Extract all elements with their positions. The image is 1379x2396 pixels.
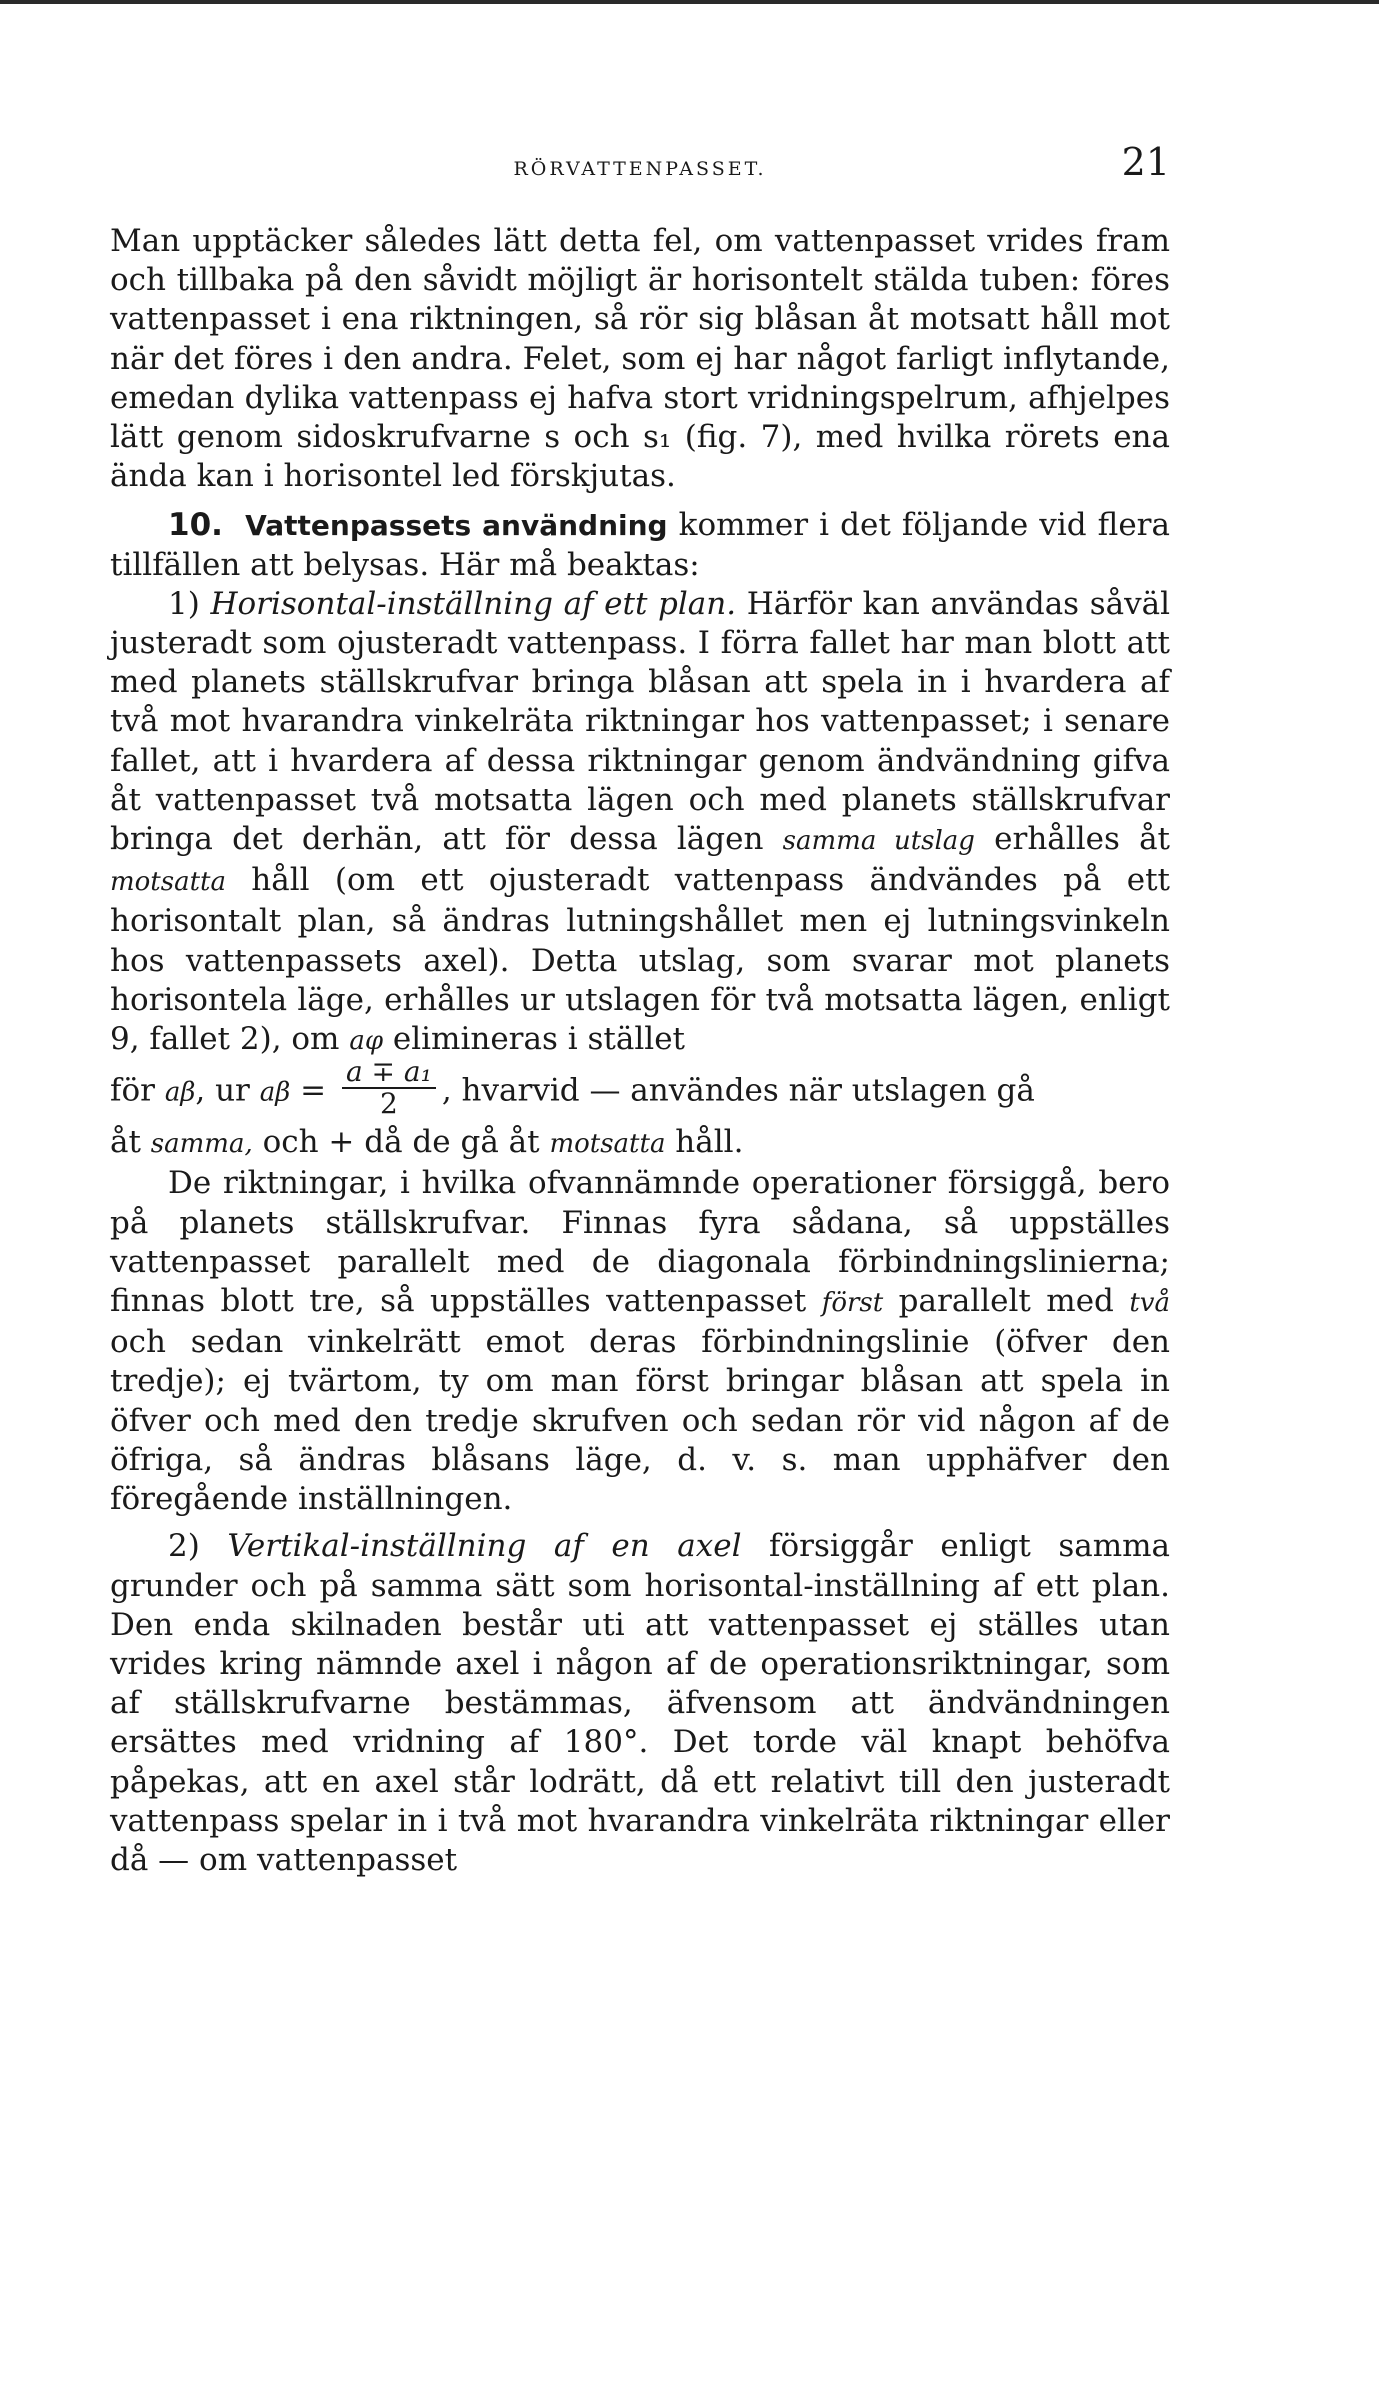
page-number: 21 bbox=[1121, 140, 1170, 184]
formula-cont-text-c: håll. bbox=[665, 1124, 744, 1161]
running-title: RÖRVATTENPASSET. bbox=[513, 158, 767, 180]
section-10-paragraph bbox=[110, 506, 1170, 584]
paragraph-directions bbox=[110, 1164, 1170, 1519]
formula-cont-emphasis-same: samma, bbox=[150, 1129, 253, 1160]
formula-line bbox=[110, 1055, 1170, 1123]
formula-continuation bbox=[110, 1123, 1170, 1164]
formula-mid: , ur bbox=[195, 1072, 260, 1109]
formula-cont-emphasis-opposite: motsatta bbox=[549, 1129, 666, 1160]
formula-fraction bbox=[342, 1057, 436, 1119]
item-1-text-d: elimineras i stället bbox=[383, 1021, 685, 1058]
item-1-text-b: erhålles åt bbox=[974, 821, 1171, 858]
top-border-rule bbox=[0, 0, 1379, 4]
paragraph-directions-emphasis-first: först bbox=[821, 1288, 884, 1319]
formula-cont-text-b: och + då de gå åt bbox=[252, 1124, 550, 1161]
section-title: Vattenpassets användning bbox=[245, 509, 668, 543]
item-1-variable: aφ bbox=[349, 1026, 384, 1057]
paragraph-directions-text-a: De riktningar, i hvilka ofvannämnde operationer försiggå, bero på planets ställskrufvar. Finnas fyra sådana, så uppställes vattenpasset parallelt med de diagonala förbindningslinierna; finnas blott tre, så uppställes vattenpasset bbox=[110, 1165, 1170, 1320]
paragraph-directions-emphasis-two: två bbox=[1129, 1288, 1170, 1319]
paragraph-intro bbox=[110, 222, 1170, 496]
formula-var-2: aβ bbox=[259, 1077, 291, 1108]
section-10-text: kommer i det följande vid flera tillfällen att belysas. Här må beaktas: bbox=[110, 507, 1170, 583]
item-1-paragraph bbox=[110, 585, 1170, 1061]
item-2-text: försiggår enligt samma grunder och på samma sätt som horisontal-inställning af ett plan. Den enda skilnaden består uti att vattenpasset ej ställes utan vrides kring nämnde axel i någon af de operationsriktningar, som af ställskrufvarne bestämmas, äfvensom att ändvändningen ersättes med vridning af 180°. Det torde väl knapt behöfva påpekas, att en axel står lodrätt, då ett relativt till den justeradt vattenpass spelar in i två mot hvarandra vinkelräta riktningar eller då — om vattenpasset bbox=[110, 1528, 1171, 1878]
item-1-emphasis-same: samma utslag bbox=[782, 826, 975, 857]
fraction-numerator: a ∓ a₁ bbox=[342, 1057, 436, 1089]
item-2-title: Vertikal-inställning af en axel bbox=[227, 1528, 742, 1565]
book-page bbox=[110, 140, 1170, 1880]
item-1-title: Horisontal-inställning af ett plan. bbox=[210, 585, 737, 622]
formula-cont-text-a: åt bbox=[110, 1124, 151, 1161]
formula-var-1: aβ bbox=[164, 1077, 196, 1108]
body-text bbox=[110, 222, 1170, 1880]
item-2-paragraph bbox=[110, 1527, 1170, 1880]
paragraph-directions-text-b: parallelt med bbox=[883, 1283, 1130, 1320]
formula-equals: = bbox=[290, 1072, 336, 1109]
item-1-text-a: Härför kan användas såväl justeradt som ojusteradt vattenpass. I förra fallet har man blott att med planets ställskrufvar bringa blåsan att spela in i hvardera af två mot hvarandra vinkelräta riktningar hos vattenpasset; i senare fallet, att i hvardera af dessa riktningar genom ändvändning gifva åt vattenpasset två motsatta lägen och med planets ställskrufvar bringa det derhän, att för dessa lägen bbox=[110, 585, 1170, 858]
formula-prefix: för bbox=[110, 1072, 165, 1109]
section-number: 10. bbox=[168, 507, 223, 544]
item-1-number: 1) bbox=[168, 585, 211, 622]
fraction-denominator: 2 bbox=[379, 1087, 398, 1121]
running-head bbox=[110, 140, 1170, 200]
item-1-text-c: håll (om ett ojusteradt vattenpass ändvändes på ett horisontalt plan, så ändras lutningshållet men ej lutningsvinkeln hos vattenpassets axel). Detta utslag, som svarar mot planets horisontela läge, erhålles ur utslagen för två motsatta lägen, enligt 9, fallet 2), om bbox=[110, 862, 1170, 1058]
paragraph-directions-text-c: och sedan vinkelrätt emot deras förbindningslinie (öfver den tredje); ej tvärtom, ty om man först bringar blåsan att spela in öfver och med den tredje skrufven och sedan rör vid någon af de öfriga, så ändras blåsans läge, d. v. s. man upphäfver den föregående inställningen. bbox=[110, 1324, 1170, 1518]
item-1-emphasis-opposite: motsatta bbox=[110, 867, 226, 898]
formula-suffix: , hvarvid — användes när utslagen gå bbox=[441, 1072, 1035, 1109]
item-2-number: 2) bbox=[168, 1528, 228, 1565]
paragraph-intro-text: Man upptäcker således lätt detta fel, om vattenpasset vrides fram och tillbaka på den såvidt möjligt är horisontelt stälda tuben: föres vattenpasset i ena riktningen, så rör sig blåsan åt motsatt håll mot när det föres i den andra. Felet, som ej har något farligt inflytande, emedan dylika vattenpass ej hafva stort vridningspelrum, afhjelpes lätt genom sidoskrufvarne s och s₁ (fig. 7), med hvilka rörets ena ända kan i horisontel led förskjutas. bbox=[110, 223, 1170, 495]
